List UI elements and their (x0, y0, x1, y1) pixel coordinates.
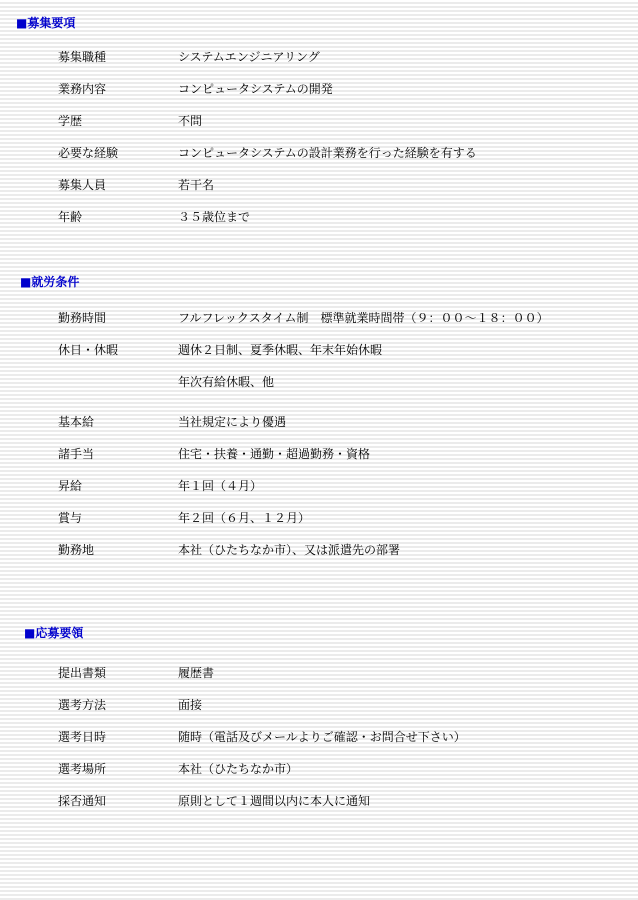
row-label: 選考日時 (58, 730, 107, 744)
row-value: 当社規定により優遇 (178, 415, 287, 429)
info-row (0, 697, 638, 713)
row-label: 業務内容 (58, 82, 107, 96)
row-label: 基本給 (58, 415, 95, 429)
row-label: 年齢 (58, 210, 83, 224)
row-label: 学歴 (58, 114, 83, 128)
row-value: 年１回（４月） (178, 479, 263, 493)
row-label: 必要な経験 (58, 146, 119, 160)
row-label: 採否通知 (58, 794, 107, 808)
row-label: 提出書類 (58, 666, 107, 680)
row-label: 諸手当 (58, 447, 95, 461)
info-row (0, 49, 638, 65)
row-value: 若干名 (178, 178, 215, 192)
row-value: 本社（ひたちなか市） (178, 762, 299, 776)
row-label: 勤務時間 (58, 311, 107, 325)
info-row (0, 113, 638, 129)
row-label: 選考場所 (58, 762, 107, 776)
row-value: 本社（ひたちなか市）、又は派遣先の部署 (178, 543, 401, 557)
row-value: 住宅・扶養・通勤・超過勤務・資格 (178, 447, 371, 461)
info-row (0, 446, 638, 462)
row-label: 賞与 (58, 511, 83, 525)
section-title-working-conditions: ■就労条件 (20, 275, 80, 289)
row-value: コンピュータシステムの開発 (178, 82, 333, 96)
info-row (0, 761, 638, 777)
row-value: 週休２日制、夏季休暇、年末年始休暇 (178, 343, 383, 357)
row-value: 不問 (178, 114, 203, 128)
section-title-application: ■応募要領 (24, 626, 84, 640)
info-row (0, 729, 638, 745)
row-value: 年２回（６月、１２月） (178, 511, 311, 525)
info-row (0, 793, 638, 809)
row-value: システムエンジニアリング (178, 50, 320, 64)
row-value: コンピュータシステムの設計業務を行った経験を有する (178, 146, 477, 160)
info-row (0, 342, 638, 358)
info-row (0, 81, 638, 97)
info-row (0, 374, 638, 390)
info-row (0, 209, 638, 225)
row-label: 募集人員 (58, 178, 107, 192)
info-row (0, 542, 638, 558)
info-row (0, 310, 638, 326)
row-value: 履歴書 (178, 666, 215, 680)
info-row (0, 177, 638, 193)
info-row (0, 665, 638, 681)
info-row (0, 414, 638, 430)
row-value: 原則として１週間以内に本人に通知 (178, 794, 371, 808)
row-value: フルフレックスタイム制 標準就業時間帯（９：００〜１８：００） (178, 311, 549, 325)
row-value: 面接 (178, 698, 203, 712)
section-title-recruitment: ■募集要項 (16, 16, 76, 30)
row-label: 昇給 (58, 479, 83, 493)
row-label: 勤務地 (58, 543, 95, 557)
info-row (0, 145, 638, 161)
row-label: 募集職種 (58, 50, 107, 64)
info-row (0, 510, 638, 526)
row-value: ３５歳位まで (178, 210, 251, 224)
row-value: 随時（電話及びメールよりご確認・お問合せ下さい） (178, 730, 466, 744)
row-value: 年次有給休暇、他 (178, 375, 275, 389)
info-row (0, 478, 638, 494)
row-label: 選考方法 (58, 698, 107, 712)
row-label: 休日・休暇 (58, 343, 119, 357)
